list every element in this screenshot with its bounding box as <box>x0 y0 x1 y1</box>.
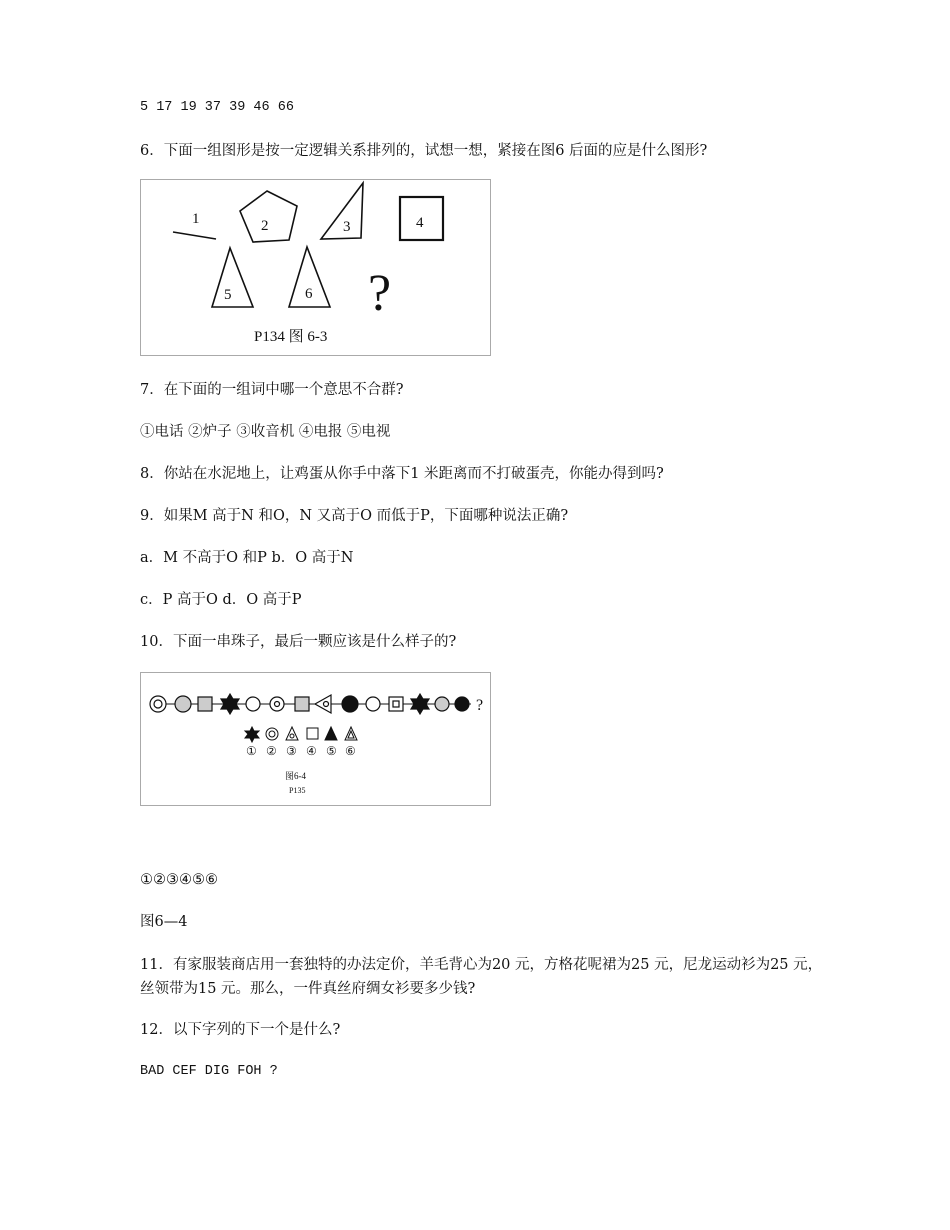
option-number-6: ⑥ <box>345 744 356 758</box>
shape-label-2: 2 <box>261 218 269 234</box>
bead-triangle-circle-inner <box>324 702 329 707</box>
option-star-shape <box>245 727 259 742</box>
angle-triangle-shape <box>321 183 363 239</box>
figure-6-4-page-ref: P135 <box>289 786 306 795</box>
bead-black-circle <box>342 696 358 712</box>
question-10: 10．下面一串珠子，最后一颗应该是什么样子的? <box>140 634 457 650</box>
bead-dotted-circle <box>175 696 191 712</box>
option-number-4: ④ <box>306 744 317 758</box>
bead-double-circle-inner <box>154 700 162 708</box>
option-number-5: ⑤ <box>326 744 337 758</box>
figure-6-4-label: 图6—4 <box>140 914 188 930</box>
question-8: 8．你站在水泥地上，让鸡蛋从你手中落下1 米距离而不打破蛋壳，你能办得到吗? <box>140 466 664 482</box>
bead-square-in-square-inner <box>393 701 399 707</box>
option-double-circle-inner <box>269 731 275 737</box>
question-10-options: ①②③④⑤⑥ <box>140 872 218 888</box>
bead-dotted-circle-2 <box>435 697 449 711</box>
triangle-5-shape <box>212 248 253 307</box>
option-number-3: ③ <box>286 744 297 758</box>
bead-star <box>221 694 239 714</box>
shape-label-6: 6 <box>305 286 313 302</box>
figure-6-4-drawing <box>141 673 490 805</box>
bead-dot-circle-inner <box>275 702 280 707</box>
question-6: 6．下面一组图形是按一定逻辑关系排列的，试想一想，紧接在图6 后面的应是什么图形? <box>140 143 708 159</box>
shape-label-5: 5 <box>224 287 232 303</box>
figure-6-4-caption: 图6-4 <box>285 771 306 781</box>
question-7-options: ①电话 ②炉子 ③收音机 ④电报 ⑤电视 <box>140 424 391 440</box>
shape-label-4: 4 <box>416 215 424 231</box>
question-9-options-ab: a．M 不高于O 和P b．O 高于N <box>140 550 354 566</box>
bead-dotted-square <box>198 697 212 711</box>
bead-star-2 <box>411 694 429 714</box>
bead-dotted-square-2 <box>295 697 309 711</box>
line-shape <box>173 232 216 239</box>
pentagon-shape <box>240 191 297 242</box>
figure-6-3-caption: P134 图 6-3 <box>254 329 328 345</box>
option-square-shape <box>307 728 318 739</box>
figure-6-4 <box>140 672 491 806</box>
number-sequence: 5 17 19 37 39 46 66 <box>140 100 294 115</box>
shape-label-3: 3 <box>343 219 351 235</box>
bead-question-mark: ? <box>476 697 484 714</box>
bead-circle-2 <box>366 697 380 711</box>
bead-black-circle-2 <box>455 697 469 711</box>
question-mark: ? <box>368 265 392 322</box>
figure-6-3-drawing <box>141 180 490 355</box>
bead-circle <box>246 697 260 711</box>
shape-label-1: 1 <box>192 211 200 227</box>
question-9-options-cd: c．P 高于O d．O 高于P <box>140 592 302 608</box>
question-11: 11．有家服装商店用一套独特的办法定价，羊毛背心为20 元，方格花呢裙为25 元，尼龙运动衫为25 元，丝领带为15 元。那么，一件真丝府绸女衫要多少钱? <box>140 957 823 997</box>
figure-6-3 <box>140 179 491 356</box>
question-9: 9．如果M 高于N 和O，N 又高于O 而低于P，下面哪种说法正确? <box>140 508 569 524</box>
option-triangle-circle-inner <box>290 734 294 738</box>
letter-sequence: BAD CEF DIG FOH ? <box>140 1064 278 1079</box>
question-12: 12．以下字列的下一个是什么? <box>140 1022 341 1038</box>
option-number-2: ② <box>266 744 277 758</box>
option-black-triangle-shape <box>325 727 337 740</box>
question-7: 7．在下面的一组词中哪一个意思不合群? <box>140 382 404 398</box>
option-number-1: ① <box>246 744 257 758</box>
